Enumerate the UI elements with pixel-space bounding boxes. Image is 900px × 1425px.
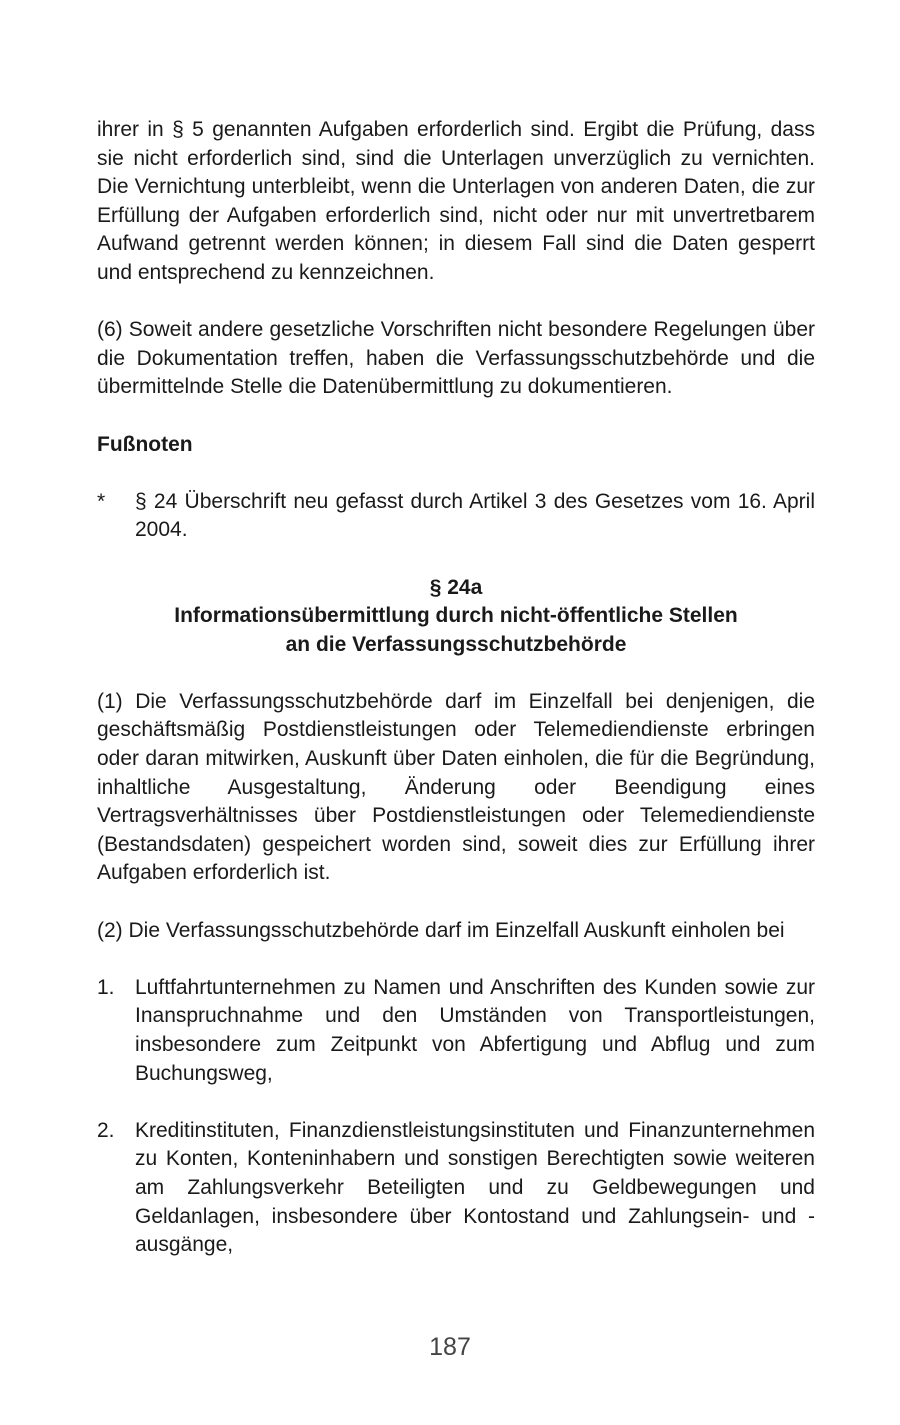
footnote-item bbox=[97, 488, 815, 545]
list-item-text: Luftfahrtunternehmen zu Namen und Anschriften des Kunden sowie zur Inanspruchnahme und den Umständen von Transportleistungen, insbesondere zum Zeitpunkt von Abfertigung und Abflug und zum Buchungsweg, bbox=[135, 975, 815, 1085]
page-number: 187 bbox=[429, 1333, 471, 1361]
section-paragraph-2: (2) Die Verfassungsschutzbehörde darf im Einzelfall Auskunft einholen bei bbox=[97, 918, 785, 942]
list-item-number: 1. bbox=[97, 975, 115, 999]
section-number: § 24a bbox=[429, 575, 483, 599]
paragraph-6: (6) Soweit andere gesetzliche Vorschriften nicht besondere Regelungen über die Dokumentation treffen, haben die Verfassungsschutzbehörde und die übermittelnde Stelle die Datenübermittlung zu dokumentieren. bbox=[97, 318, 815, 399]
list-item-number: 2. bbox=[97, 1118, 115, 1142]
list-item bbox=[97, 974, 815, 1088]
document-page bbox=[97, 116, 815, 1260]
footnotes-heading: Fußnoten bbox=[97, 432, 193, 456]
section-heading bbox=[97, 574, 815, 660]
footnote-text: § 24 Überschrift neu gefasst durch Artikel 3 des Gesetzes vom 16. April 2004. bbox=[135, 489, 815, 542]
list-item-text: Kreditinstituten, Finanzdienstleistungsinstituten und Finanzunternehmen zu Konten, Konteninhabern und sonstigen Berechtigten sowie weiteren am Zahlungsverkehr Beteiligten und zu Geldbewegungen und Geldanlagen, insbesondere über Kontostand und Zahlungsein- und -ausgänge, bbox=[135, 1118, 815, 1257]
footnote-marker: * bbox=[97, 489, 106, 513]
paragraph-continuation: ihrer in § 5 genannten Aufgaben erforderlich sind. Ergibt die Prüfung, dass sie nicht erforderlich sind, sind die Unterlagen unverzüglich zu vernichten. Die Vernichtung unterbleibt, wenn die Unterlagen von anderen Daten, die zur Erfüllung der Aufgaben erforderlich sind, nicht oder nur mit unvertretbarem Aufwand getrennt werden können; in diesem Fall sind die Daten gesperrt und entsprechend zu kennzeichnen. bbox=[97, 118, 815, 284]
section-title-line-2: an die Verfassungsschutzbehörde bbox=[285, 632, 627, 656]
section-paragraph-1: (1) Die Verfassungsschutzbehörde darf im Einzelfall bei denjenigen, die geschäftsmäßig Postdienstleistungen oder Telemediendienste erbringen oder daran mitwirken, Auskunft über Daten einholen, die für die Begründung, inhaltliche Ausgestaltung, Änderung oder Beendigung eines Vertragsverhältnisses über Postdienstleistungen oder Telemediendienste (Bestandsdaten) gespeichert worden sind, soweit dies zur Erfüllung ihrer Aufgaben erforderlich ist. bbox=[97, 689, 815, 885]
list-item bbox=[97, 1117, 815, 1260]
section-title-line-1: Informationsübermittlung durch nicht-öffentliche Stellen bbox=[174, 604, 738, 628]
